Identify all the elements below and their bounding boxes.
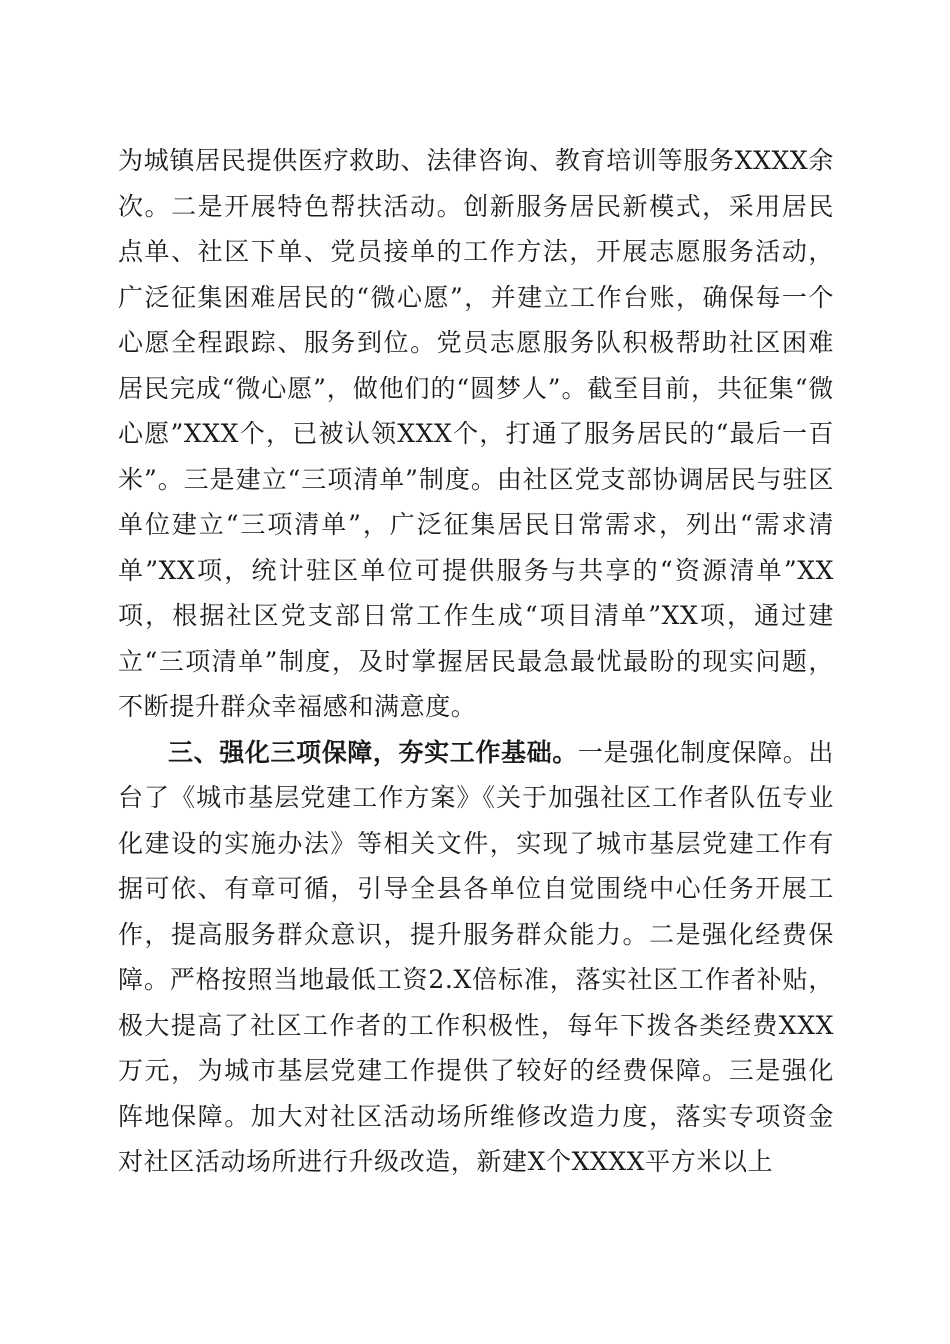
section-body-text: 一是强化制度保障。出台了《城市基层党建工作方案》《关于加强社区工作者队伍专业化建设的实施办法》等相关文件，实现了城市基层党建工作有据可依、有章可循，引导全县各单位自觉围绕中心任务开展工作，提高服务群众意识，提升服务群众能力。二是强化经费保障。严格按照当地最低工资2.X倍标准，落实社区工作者补贴，极大提高了社区工作者的工作积极性，每年下拨各类经费XXX万元，为城市基层党建工作提供了较好的经费保障。三是强化阵地保障。加大对社区活动场所维修改造力度，落实专项资金对社区活动场所进行升级改造，新建X个XXXX平方米以上 xyxy=(118,737,834,1176)
document-body xyxy=(118,138,834,1185)
body-paragraph: 为城镇居民提供医疗救助、法律咨询、教育培训等服务XXXX余次。二是开展特色帮扶活动。创新服务居民新模式，采用居民点单、社区下单、党员接单的工作方法，开展志愿服务活动，广泛征集困难居民的“微心愿”，并建立工作台账，确保每一个心愿全程跟踪、服务到位。党员志愿服务队积极帮助社区困难居民完成“微心愿”，做他们的“圆梦人”。截至目前，共征集“微心愿”XXX个，已被认领XXX个，打通了服务居民的“最后一百米”。三是建立“三项清单”制度。由社区党支部协调居民与驻区单位建立“三项清单”，广泛征集居民日常需求，列出“需求清单”XX项，统计驻区单位可提供服务与共享的“资源清单”XX项，根据社区党支部日常工作生成“项目清单”XX项，通过建立“三项清单”制度，及时掌握居民最急最忧最盼的现实问题，不断提升群众幸福感和满意度。 xyxy=(118,146,834,721)
section-paragraph xyxy=(118,730,834,1185)
section-heading: 三、强化三项保障，夯实工作基础。 xyxy=(168,737,578,767)
